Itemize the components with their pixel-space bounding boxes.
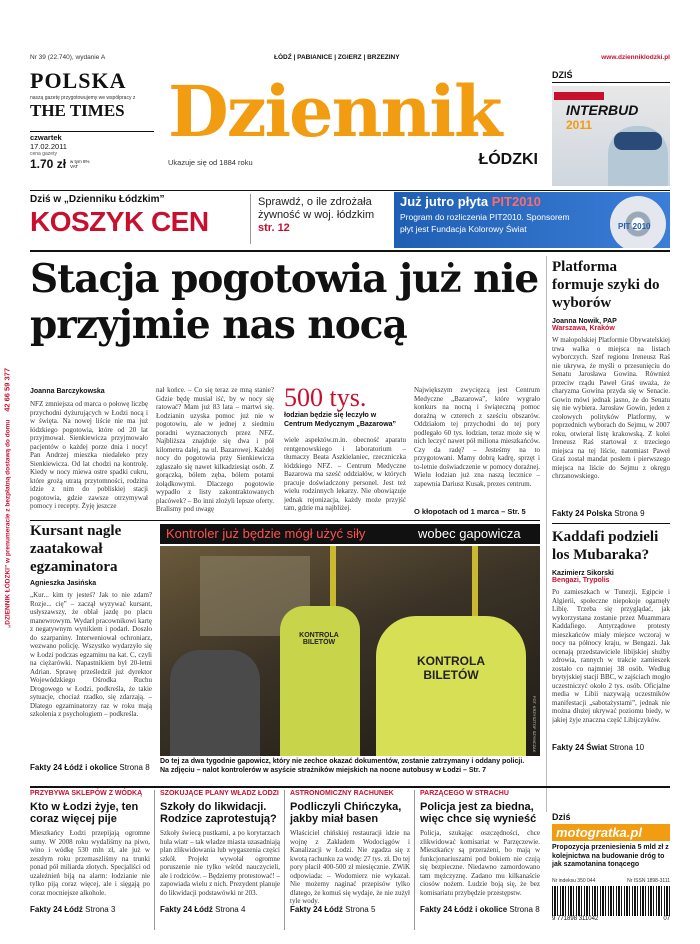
vertical-phone: 42 66 59 377 [2,368,12,412]
issue-day: czwartek [30,133,62,142]
polska-logo: POLSKA [30,68,127,93]
bottom-kicker: SZOKUJĄCE PLANY WŁADZ ŁODZI [160,790,279,797]
vest-text-2: KONTROLA BILETÓW [417,654,485,682]
vertical-text: „DZIENNIK ŁÓDZKI” w prenumeracie z bezpłatną dostawą do domu [4,419,12,628]
photo-headline[interactable] [160,524,540,544]
fakty-label: Fakty 24 [30,905,63,914]
bottom-stories [30,790,540,930]
caption-link[interactable]: Str. 7 [468,766,486,774]
issue-date: 17.02.2011 [30,142,67,151]
bottom-title: Szkoły do likwidacji. Rodzice zaprotestują? [160,801,277,825]
cd-label: PIT 2010 [618,222,651,231]
fakty-page: Strona 10 [609,743,645,752]
kaddafi-author: Kazimierz Sikorski [552,570,614,577]
barcode-box [552,878,670,930]
stat-box [284,384,406,434]
dzis-bottom-label: Dziś [552,812,571,822]
kaddafi-fakty[interactable] [552,743,670,752]
masthead-since: Ukazuje się od 1884 roku [168,158,253,167]
fakty-section: Łódź i okolice [64,763,118,772]
passenger-figure [170,650,260,756]
bottom-title: Policja jest za biedna, więc chce się wynieść [420,801,537,825]
website-link[interactable]: www.dzienniklodzki.pl [601,54,670,61]
bus-photo [160,546,540,756]
fakty-label: Fakty 24 [160,905,193,914]
platforma-text: W małopolskiej Platformie Obywatelskiej trwa walka o miejsca na listach wyborczych. Szef regionu Ireneusz Raś nie ukrywa, że myśli o przesunięciu do Senatu Jarosława Gowina. Również przeciw rządu Paweł Graś uważa, że charyzma Gowina przyda się w Senacie. Gowin mówi jednak jasno, że do Senatu się nie wybiera. Jarosław Gowin, jeden z czołowych polityków Platformy, w poprzednich wyborach do Sejmu, w 2007 roku, otwierał listę krakowską. Z kolei Ireneusz Raś startował z trzeciego miejsca na tej liście, natomiast Paweł Graś został mandat posłem i pierwszego miejsca na liście do Sejmu z okręgu chrzanowskiego. [552,336,670,480]
masthead [160,70,540,182]
teaser-title: KOSZYK CEN [30,206,209,237]
fakty-section: Polska [586,509,613,518]
pit-line1: Program do rozliczenia PIT2010. Sponsorem [400,212,570,222]
bottom-text: Mieszkańcy Łodzi przepijają ogromne sumy. W 2008 roku wydaliśmy na piwo, wino i wódkę 530 mln zł, ale już w zeszłym roku przemaszliśmy na trunki ponad pół miliarda złotych. Specjaliści od uzależnień biją na alarm: łodzianie nie tylko piją coraz więcej, ale i sięgają po coraz mocniejsze alkohole. [30,829,150,897]
bottom-fakty[interactable] [290,905,410,914]
bottom-kicker: PARZĄCEGO W STRACHU [420,790,509,797]
partner-logo [30,70,154,126]
bottom-title: Podliczyli Chińczyka, jakby miał basen [290,801,402,825]
bottom-kicker: PRZYBYWA SKLEPÓW Z WÓDKĄ [30,790,143,797]
main-article [30,380,540,518]
interbud-word: INTERBUD [566,102,639,118]
platforma-places: Warszawa, Kraków [552,325,615,332]
photo-headline-red: Kontroler już będzie mógł użyć siły [166,526,366,541]
kursant-article [30,522,152,784]
bottom-kicker: ASTRONOMICZNY RACHUNEK [290,790,394,797]
fakty-page: Strona 9 [614,509,645,518]
vest-text-1: KONTROLA BILETÓW [299,632,339,646]
barcode-digits: 9 771898 311042 [552,916,599,922]
issue-box [30,133,154,173]
teaser-pit[interactable] [394,192,670,248]
issn-number: Nr ISSN 1898-3111 [627,878,670,884]
photo-credit: FOT. KRZYSZTOF SZYMCZAK [532,696,537,753]
bottom-story-3[interactable] [290,790,410,930]
index-number: Nr indeksu 350 044 [552,878,596,884]
vat-note: w tym 8% VAT [70,159,90,169]
controller-figure-2 [376,616,526,756]
the-times-logo: THE TIMES [30,101,125,120]
teaser-koszyk[interactable] [30,194,390,244]
binoculars-icon [614,132,662,150]
main-col3: wiele aspektów.m.in. obecność aparatu rentgenowskiego i laboratorium – tłumaczy Beata Aszkielaniec, rzeczniczka łódzkiego NFZ. – Centrum Medyczne Bazarowa ma sześć oddziałów, w których pracuje doświadczony personel. Jest też wielu rodzinnych lekarzy. Nie obowiązuje jednak rejonizacja, każdy może przyjść tam, gdzie ma najbliżej. [284,436,406,512]
kaddafi-places: Bengazi, Trypolis [552,577,610,584]
bottom-fakty[interactable] [30,905,150,914]
caption-line2: Na zdjęciu – nalot kontrolerów w asyście strażników miejskich na nocne autobusy w Łodzi – [160,766,467,774]
motogratka-box[interactable] [552,812,670,876]
bottom-fakty[interactable] [160,905,280,914]
motogratka-text: Propozycja przeniesienia 5 mld zł z kolejnictwa na budowanie dróg to jak szamotanina tonącego [552,844,669,868]
pit-line2: płyt jest Fundacja Kolorowy Świat [400,224,527,234]
kaddafi-title[interactable]: Kaddafi podzieli los Mubaraka? [552,529,659,563]
controller-figure-1 [280,606,360,756]
pit-title-highlight: PIT2010 [491,194,541,209]
photo-caption [160,758,540,775]
pit-title-text: Już jutro płyta [400,194,489,209]
fakty-page: Strona 4 [215,905,246,914]
right-column [552,258,670,812]
barcode-issue: 07 [663,916,670,922]
teaser-text-body: Sprawdź, o ile zdrożała żywność w woj. łódzkim [258,196,375,221]
bottom-story-4[interactable] [420,790,540,930]
issue-number: Nr 39 (22.740), wydanie A [30,54,106,61]
fakty-label: Fakty 24 [30,763,63,772]
main-col2: nał końce. – Co się teraz ze mną stanie? Gdzie będę musiał iść, by w nocy się ratować? Mam już 83 lata – martwi się. Łodzianin uzyska pomoc już nie w pogotowiu, ale w jednej z siedmiu poradni wyznaczonych przez NFZ. Najbliższa znajduje się dwa i pół kilometra dalej, na ul. Bazarowej. Każdej nocy do pogotowia przy Sienkiewicza zgłaszało się nawet kilkadziesiąt osób. Z gorączką, bólem zęba, bólem potami żołądkowymi. Dlaczego pogotowie wypadło z listy zakontraktowanych placówek? – Bo inni złożyli lepsze oferty. Bralismy pod uwagę [156,386,274,513]
dzis-label: DZIŚ [552,70,573,80]
price: 1.70 zł [30,157,67,171]
vertical-subscription-text [0,318,14,678]
main-author: Joanna Barczykowska [30,388,105,395]
fakty-section: Łódź [324,905,343,914]
platforma-author: Joanna Nowik, PAP [552,318,617,325]
fakty-section: Łódź [194,905,213,914]
kursant-author: Agnieszka Jasińska [30,580,97,587]
teaser-label: Dziś w „Dzienniku Łódzkim” [30,194,165,205]
masthead-title: Dziennik [168,70,501,153]
fakty-label: Fakty 24 [552,509,585,518]
platforma-fakty[interactable] [552,509,670,518]
bottom-text: Szkoły świecą pustkami, a po korytarzach hula wiatr – tak władze miasta uzasadniają plan zlikwidowania lub wygaszenia części szkół. Projekt wywołał ogromne poruszenie nie tylko wśród nauczycieli, ale i rodziców. – Będziemy protestować! – zapowiada wielu z nich. Prezydent planuje do likwidacji podstawówki nr 203. [160,829,280,897]
dzis-promo-box[interactable] [552,70,670,186]
stat-text: łodzian będzie się leczyło w Centrum Medycznym „Bazarowa” [284,412,397,428]
fakty-label: Fakty 24 [552,743,585,752]
kursant-text: „Kur... kim ty jesteś? Jak to nie zdam? Rozje... cię” – zaczął wyzywać kursant, usłyszawszy, że oblał jazdę po placu manewrowym. Wydarł pracownikowi kartę z negatywnym wynikiem i podarł. Doszło do szarpaniny. Interweniował ochroniarz, wezwano policję. Wszystko wydarzyło się w Łodzi podczas egzaminu na kat. C, czyli na ciężarówki. Napastnikiem był 20-letni Adrian. Sprawę prześledził już dyrektor Wojewódzkiego Ośrodka Ruchu Drogowego w Łodzi, podkreśla, że takie sytuacje, chociaż rzadko, się zdarzają. – Dlatego egzaminatorzy raz w roku mają szkolenia z psychologiem – podkreśla. [30,591,152,718]
pit-title [400,194,541,209]
fakty-section: Łódź i okolice [454,905,508,914]
teaser-text [258,196,390,235]
caption-line1: Do tej za dwa tygodnie gapowicz, który nie zechce okazać dokumentów, zostanie zatrzymany i oddany policji. [160,758,525,765]
stat-number: 500 tys. [284,383,367,412]
fakty-page: Strona 8 [509,905,540,914]
kursant-fakty[interactable] [30,763,152,772]
partner-note: naszą gazetę przygotowujemy we współpracy z [30,95,136,101]
interbud-cover [552,86,670,186]
edition-cities: ŁÓDŹ | PABIANICE | ZGIERZ | BRZEZINY [274,54,400,61]
main-headline[interactable]: Stacja pogotowia już nie przyjmie nas nocą [30,256,539,348]
bottom-story-1[interactable] [30,790,150,930]
bottom-title: Kto w Łodzi żyje, ten coraz więcej pije [30,801,139,825]
price-label: cena gazety [30,151,57,157]
fakty-section: Świat [586,743,608,752]
fakty-page: Strona 5 [345,905,376,914]
barcode-bars [552,886,670,916]
masthead-subtitle: ŁÓDZKI [478,151,538,168]
main-link[interactable]: O kłopotach od 1 marca – Str. 5 [414,507,526,516]
bottom-text: Właściciel chińskiej restauracji idzie na wojnę z Zakładem Wodociągów i Kanalizacji w Łodzi. Nie zgadza się z kwotą rachunku za wodę: 27 tys. zł. Do tej pory płacił 400-500 zł miesięcznie. ZWiK odpowiada: – Wodomierz nie wykazał. Nie możemy naginać przepisów tylko dlatego, że komuś się wydaje, że nie zużył tyle wody. [290,829,410,905]
main-col4: Największym zwycięzcą jest Centrum Medyczne „Bazarowa”, które wygrało konkurs na nocną i świąteczną pomoc doraźną w czterech z sześciu obszarów. Oddziałom tej przychodni do tej pory podlegało 60 tys. łodzian, teraz może się w nich leczyć nawet pół miliona mieszkańców. Czy da radę? – Jesteśmy na to przygotowani. Mamy dobrą kadrę, sprzęt i to-letnie doświadczenie w pomocy doraźnej. Wielu łodzian już zna naszą lecznice – zapewnia Dariusz Kusak, prezes centrum. [414,386,540,488]
kursant-title[interactable]: Kursant nagle zaatakował egzaminatora [30,523,122,575]
motogratka-logo: motogratka.pl [552,824,670,841]
bottom-text: Policja, szukając oszczędności, chce zlikwidować komisariat w Parzęczewie. Mieszkańcy są przerażeni, bo mają w funkcjonariuszami pod bokiem nie czują się bezpieczne. Niedawno zamordowano tam mężczyznę. Zadano mu kilkanaście ciosów nożem. Ludzie boją się, że bez komisariatu przybędzie przestępstw. [420,829,540,897]
kaddafi-text: Po zamieszkach w Tunezji, Egipcie i Algierii, społeczne niepokoje ogarnęły Libię. Trzeba się przyglądać, jak wykorzystana zostanie przez Muammara Kaddafiego. Antyrządowe protesty mieszkańców miały miejsce wczoraj w nocy na północy kraju, w Bengazi. Jak ocenają przedstawiciele libijskiej służby zdrowia, rannych w trakcie zamieszek zostało co najmniej 38 osób. Według brytyjskiej stacji BBC, w zajściach mogło uczestniczyć około 2 tys. osób. Oficjalne media w Libii nazywają uczestników manifestacji „sabotażystami”, jednak nie można dłużej ukrywać poziomu biedy, w jakiej żyje znaczna część Libijczyków. [552,588,670,724]
photo-headline-rest: wobec gapowicza [418,526,521,541]
bottom-fakty[interactable] [420,905,540,914]
fakty-label: Fakty 24 [420,905,453,914]
main-col1: NFZ zmniejsza od marca o połowę liczbę przychodni dyżurujących w Łodzi nocą i w święta. Na nowej liście nie ma już łódzkiego pogotowia, które od 20 lat przyjmował. Sienkiewicza przyjmowało pacjentów o każdej porze dnia i nocy! Pan Andrzej mieszka niedaleko przy Sienkiewicza. Od lat chodzi na kontrolę. Kiedy w nocy miewa ostre spadki cukru, które grożą utratą przytomności, rodzina idzie z nim do pobliskiej stacji pogotowia, gdzie zawsze otrzymywał pomocy i recepty. Żyję jeszcze [30,400,148,510]
platforma-title[interactable]: Platforma formuje szyki do wyborów [552,259,660,311]
bottom-story-2[interactable] [160,790,280,930]
teaser-page: str. 12 [258,222,290,234]
fakty-page: Strona 8 [119,763,150,772]
interbud-year: 2011 [566,118,593,132]
fakty-label: Fakty 24 [290,905,323,914]
fakty-section: Łódź [64,905,83,914]
fakty-page: Strona 3 [85,905,116,914]
